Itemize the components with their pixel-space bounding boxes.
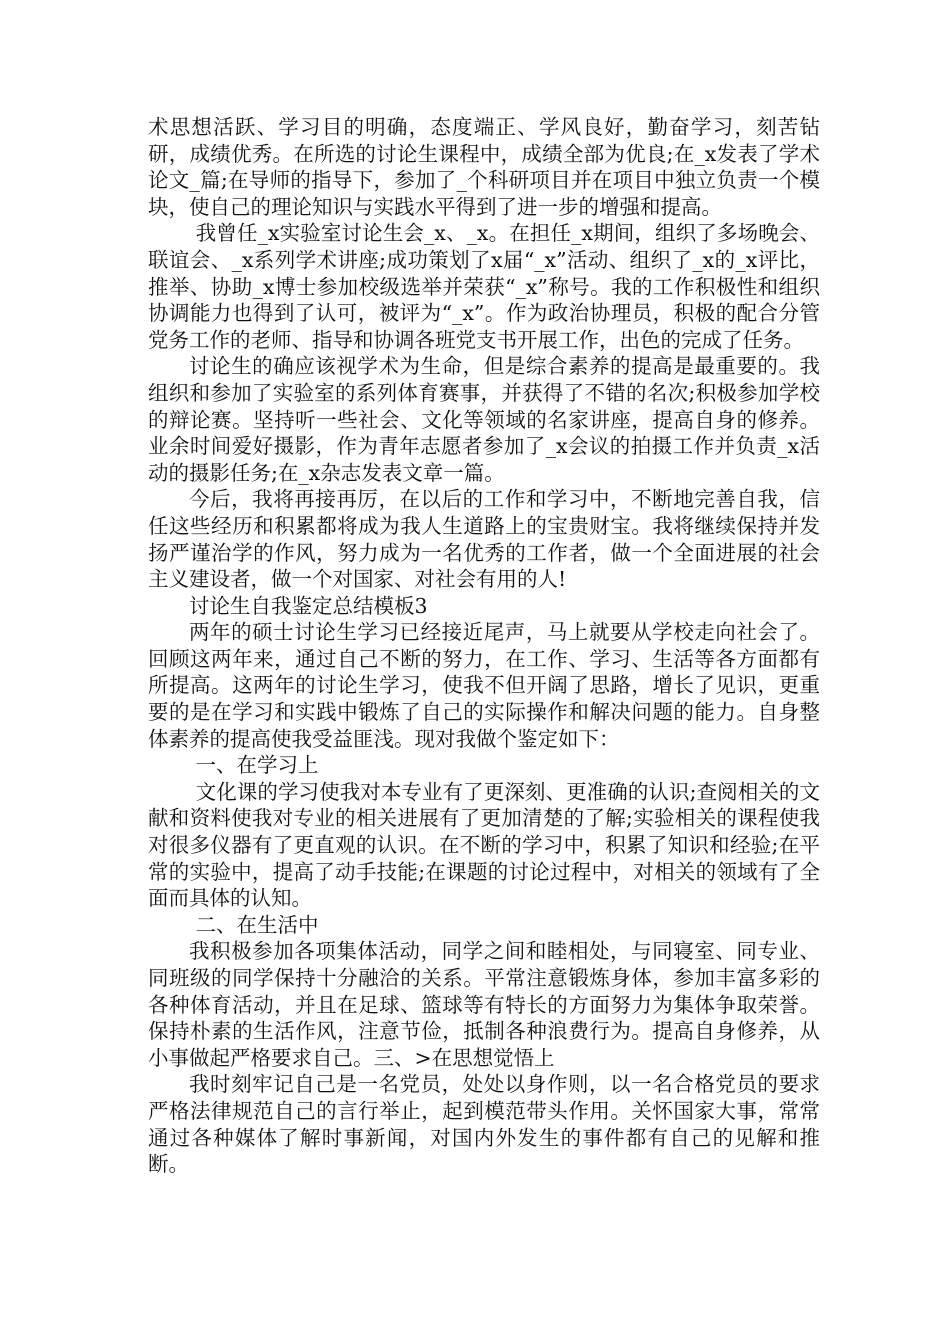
paragraph-future-plans: 今后，我将再接再厉，在以后的工作和学习中，不断地完善自我，信任这些经历和积累都将成为我人生道路上的宝贵财宝。我将继续保持并发扬严谨治学的作风，努力成为一名优秀的工作者，做一个全面进展的社会主义建设者，做一个对国家、对社会有用的人! <box>148 487 820 592</box>
paragraph-academic-performance: 术思想活跃、学习目的明确，态度端正、学风良好，勤奋学习，刻苦钻研，成绩优秀。在所选的讨论生课程中，成绩全部为优良;在_x发表了学术论文_篇;在导师的指导下，参加了_个科研项目并在项目中独立负责一个模块，使自己的理论知识与实践水平得到了进一步的增强和提高。 <box>148 115 820 219</box>
paragraph-study: 文化课的学习使我对本专业有了更深刻、更准确的认识;查阅相关的文献和资料使我对专业的相关进展有了更加清楚的了解;实验相关的课程使我对很多仪器有了更直观的认识。在不断的学习中，积累了知识和经验;在平常的实验中，提高了动手技能;在课题的讨论过程中，对相关的领域有了全面而具体的认知。 <box>148 779 820 911</box>
document-body <box>148 114 820 1178</box>
section-heading-template-3: 讨论生自我鉴定总结模板3 <box>189 593 428 618</box>
paragraph-ideology: 我时刻牢记自己是一名党员，处处以身作则，以一名合格党员的要求严格法律规范自己的言行举止，起到模范带头作用。关怀国家大事，常常通过各种媒体了解时事新闻，对国内外发生的事件都有自己的见解和推断。 <box>148 1072 820 1177</box>
paragraph-life: 我积极参加各项集体活动，同学之间和睦相处，与同寝室、同专业、同班级的同学保持十分融洽的关系。平常注意锻炼身体，参加丰富多彩的各种体育活动，并且在足球、篮球等有特长的方面努力为集体争取荣誉。保持朴素的生活作风，注意节俭，抵制各种浪费行为。提高自身修养，从小事做起严格要求自己。三、>在思想觉悟上 <box>148 939 820 1070</box>
paragraph-student-council: 我曾任_x实验室讨论生会_x、_x。在担任_x期间，组织了多场晚会、联谊会、_x系列学术讲座;成功策划了x届“_x”活动、组织了_x的_x评比，推举、协助_x博士参加校级选举并荣获“_x”称号。我的工作积极性和组织协调能力也得到了认可，被评为“_x”。作为政治协理员，积极的配合分管党务工作的老师、指导和协调各班党支书开展工作，出色的完成了任务。 <box>148 221 820 352</box>
subheading-life: 二、在生活中 <box>189 912 319 937</box>
subheading-study: 一、在学习上 <box>189 753 319 778</box>
paragraph-intro: 两年的硕士讨论生学习已经接近尾声，马上就要从学校走向社会了。回顾这两年来，通过自己不断的努力，在工作、学习、生活等各方面都有所提高。这两年的讨论生学习，使我不但开阔了思路，增长了见识，更重要的是在学习和实践中锻炼了自己的实际操作和解决问题的能力。自身整体素养的提高使我受益匪浅。现对我做个鉴定如下： <box>148 620 820 751</box>
paragraph-overall-quality: 讨论生的确应该视学术为生命，但是综合素养的提高是最重要的。我组织和参加了实验室的系列体育赛事，并获得了不错的名次;积极参加学校的辩论赛。坚持听一些社会、文化等领域的名家讲座，提高自身的修养。业余时间爱好摄影，作为青年志愿者参加了_x会议的拍摄工作并负责_x活动的摄影任务;在_x杂志发表文章一篇。 <box>148 354 820 485</box>
